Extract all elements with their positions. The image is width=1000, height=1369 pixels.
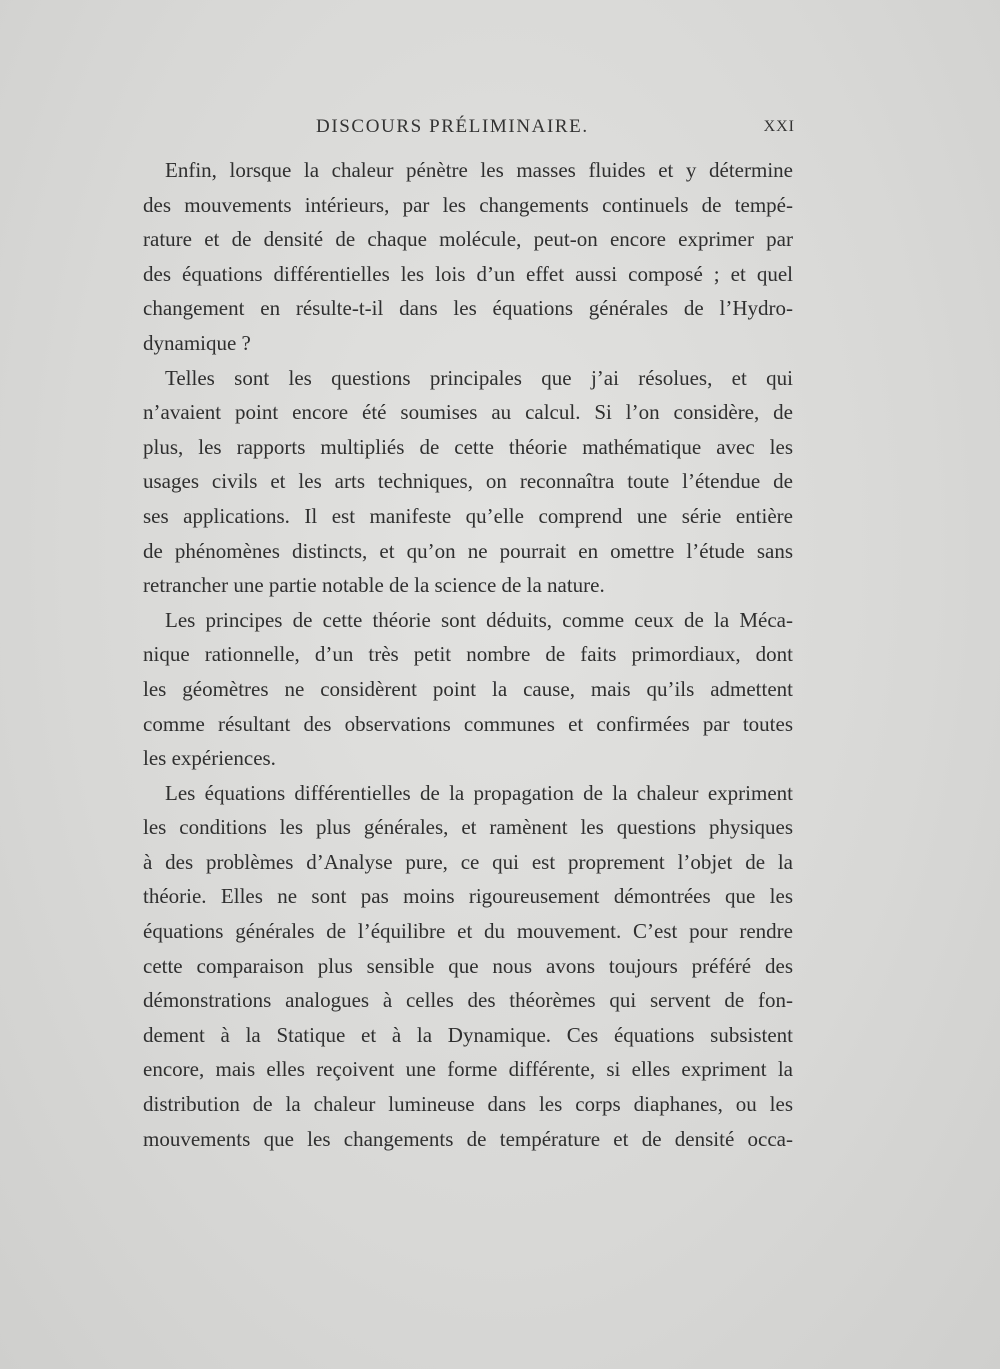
text-line: mouvements que les changements de température et de densité occa-: [143, 1126, 793, 1151]
text-line: usages civils et les arts techniques, on reconnaîtra toute l’étendue de: [143, 469, 793, 494]
text-line: des équations différentielles les lois d’un effet aussi composé ; et quel: [143, 261, 793, 286]
text-line: à des problèmes d’Analyse pure, ce qui est proprement l’objet de la: [143, 849, 793, 874]
text-line: équations générales de l’équilibre et du mouvement. C’est pour rendre: [143, 919, 793, 944]
text-line: les géomètres ne considèrent point la cause, mais qu’ils admettent: [143, 676, 793, 701]
paragraph: [143, 153, 793, 361]
text-line: changement en résulte-t-il dans les équations générales de l’Hydro-: [143, 296, 793, 321]
page-number: XXI: [763, 118, 795, 135]
text-line: retrancher une partie notable de la science de la nature.: [143, 573, 605, 598]
text-line: comme résultant des observations communes et confirmées par toutes: [143, 711, 793, 736]
text-line: théorie. Elles ne sont pas moins rigoureusement démontrées que les: [143, 884, 793, 909]
text-line: dynamique ?: [143, 330, 251, 355]
text-line: dement à la Statique et à la Dynamique. Ces équations subsistent: [143, 1022, 793, 1047]
body-text: [143, 153, 793, 1156]
running-title: DISCOURS PRÉLIMINAIRE.: [316, 116, 589, 137]
text-line: plus, les rapports multipliés de cette théorie mathématique avec les: [143, 434, 793, 459]
text-line: les expériences.: [143, 746, 276, 771]
paragraph: [143, 603, 793, 776]
running-head: [140, 116, 795, 146]
text-line: distribution de la chaleur lumineuse dans les corps diaphanes, ou les: [143, 1092, 793, 1117]
text-line: cette comparaison plus sensible que nous avons toujours préféré des: [143, 953, 793, 978]
text-line: les conditions les plus générales, et ramènent les questions physiques: [143, 815, 793, 840]
paragraph: [143, 361, 793, 603]
text-line: encore, mais elles reçoivent une forme différente, si elles expriment la: [143, 1057, 793, 1082]
text-line: Les équations différentielles de la propagation de la chaleur expriment: [165, 780, 793, 805]
text-line: démonstrations analogues à celles des théorèmes qui servent de fon-: [143, 988, 793, 1013]
text-line: ses applications. Il est manifeste qu’elle comprend une série entière: [143, 503, 793, 528]
text-line: des mouvements intérieurs, par les changements continuels de tempé-: [143, 192, 793, 217]
paragraph: [143, 776, 793, 1157]
text-line: Enfin, lorsque la chaleur pénètre les masses fluides et y détermine: [165, 158, 793, 182]
text-line: de phénomènes distincts, et qu’on ne pourrait en omettre l’étude sans: [143, 538, 793, 563]
text-line: Les principes de cette théorie sont déduits, comme ceux de la Méca-: [165, 607, 793, 632]
text-line: nique rationnelle, d’un très petit nombre de faits primordiaux, dont: [143, 642, 793, 667]
text-line: Telles sont les questions principales que j’ai résolues, et qui: [165, 365, 793, 390]
text-line: rature et de densité de chaque molécule, peut-on encore exprimer par: [143, 227, 793, 252]
text-line: n’avaient point encore été soumises au calcul. Si l’on considère, de: [143, 400, 793, 425]
